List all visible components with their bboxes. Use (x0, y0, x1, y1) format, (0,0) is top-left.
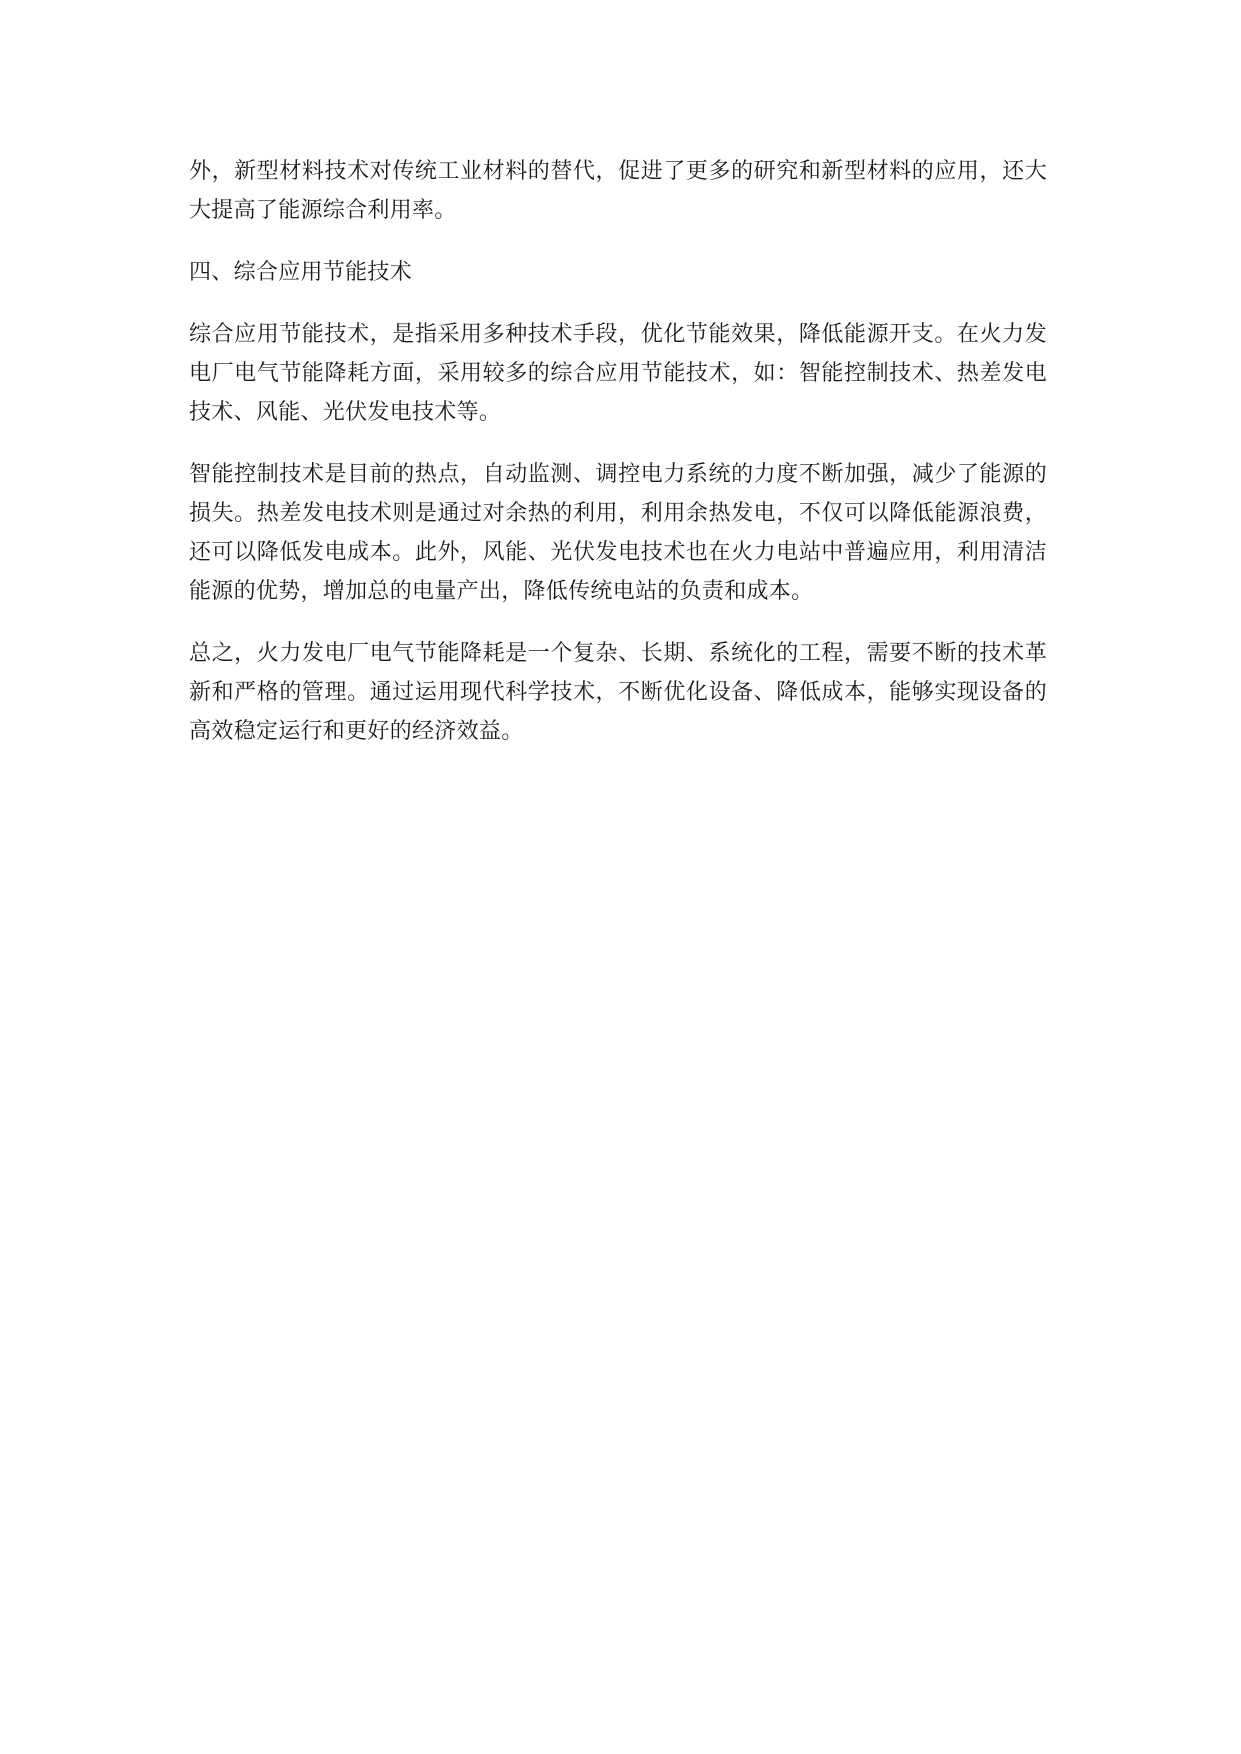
paragraph-integrated-technologies: 综合应用节能技术，是指采用多种技术手段，优化节能效果，降低能源开支。在火力发电厂电气节能降耗方面，采用较多的综合应用节能技术，如：智能控制技术、热差发电技术、风能、光伏发电技术等。 (189, 322, 1047, 425)
document-body (189, 152, 1047, 774)
paragraph-materials-continued: 外，新型材料技术对传统工业材料的替代，促进了更多的研究和新型材料的应用，还大大提高了能源综合利用率。 (189, 159, 1047, 223)
section-heading-integrated-energy-saving: 四、综合应用节能技术 (189, 260, 413, 285)
paragraph-smart-control-and-heat-recovery: 智能控制技术是目前的热点，自动监测、调控电力系统的力度不断加强，减少了能源的损失。热差发电技术则是通过对余热的利用，利用余热发电，不仅可以降低能源浪费，还可以降低发电成本。此外，风能、光伏发电技术也在火力电站中普遍应用，利用清洁能源的优势，增加总的电量产出，降低传统电站的负责和成本。 (189, 462, 1047, 604)
paragraph-conclusion: 总之，火力发电厂电气节能降耗是一个复杂、长期、系统化的工程，需要不断的技术革新和严格的管理。通过运用现代科学技术，不断优化设备、降低成本，能够实现设备的高效稳定运行和更好的经济效益。 (189, 641, 1047, 744)
